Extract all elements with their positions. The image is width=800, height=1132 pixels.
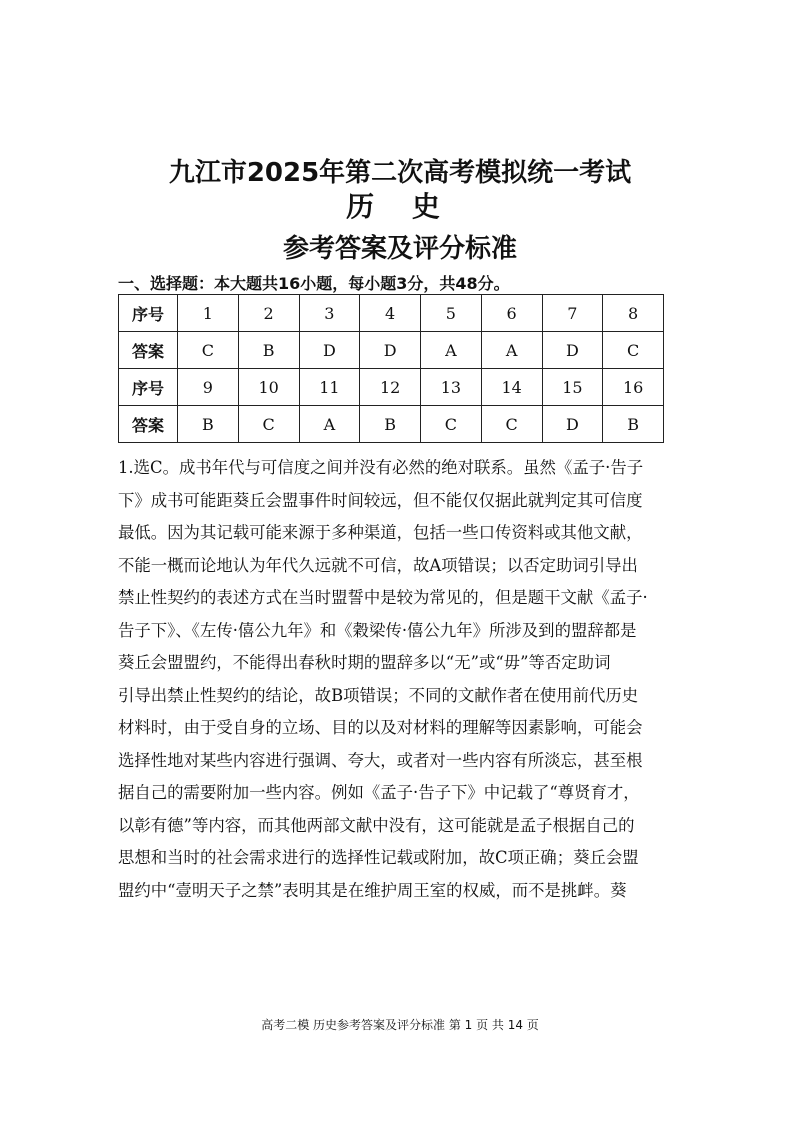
answer-cell: B [178, 406, 239, 443]
explanation-line: 下》成书可能距葵丘会盟事件时间较远，但不能仅仅据此就判定其可信度 [118, 490, 643, 510]
explanation-line: 思想和当时的社会需求进行的选择性记载或附加，故C项正确；葵丘会盟 [118, 848, 639, 867]
answer-cell: B [238, 332, 299, 369]
answer-cell: D [542, 332, 603, 369]
answer-key-subtitle: 参考答案及评分标准 [282, 234, 517, 264]
explanation-line: 葵丘会盟盟约，不能得出春秋时期的盟辞多以“无”或“毋”等否定助词 [118, 653, 611, 672]
explanation-line: 引导出禁止性契约的结论，故B项错误；不同的文献作者在使用前代历史 [118, 685, 639, 705]
answer-row [119, 332, 664, 369]
number-row-label: 序号 [119, 369, 178, 406]
page-footer: 高考二模 历史参考答案及评分标准 第 1 页 共 14 页 [261, 1018, 539, 1032]
number-cell: 5 [421, 295, 482, 332]
explanation-line: 禁止性契约的表述方式在当时盟誓中是较为常见的，但是题干文献《孟子· [118, 588, 648, 607]
explanation-text [118, 452, 668, 907]
number-cell: 12 [360, 369, 421, 406]
answer-cell: A [481, 332, 542, 369]
answer-row [119, 406, 664, 443]
number-cell: 3 [299, 295, 360, 332]
number-cell: 4 [360, 295, 421, 332]
answer-cell: A [421, 332, 482, 369]
answer-cell: C [238, 406, 299, 443]
exam-title: 九江市2025年第二次高考模拟统一考试 [168, 158, 632, 188]
answer-cell: C [178, 332, 239, 369]
number-cell: 10 [238, 369, 299, 406]
number-cell: 6 [481, 295, 542, 332]
explanation-line: 盟约中“壹明天子之禁”表明其是在维护周王室的权威，而不是挑衅。葵 [118, 880, 627, 900]
explanation-line: 以彰有德”等内容，而其他两部文献中没有，这可能就是孟子根据自己的 [118, 815, 635, 835]
answer-cell: D [299, 332, 360, 369]
section-heading-multiple-choice: 一、选择题：本大题共16小题，每小题3分，共48分。 [118, 274, 510, 293]
explanation-line: 选择性地对某些内容进行强调、夸大，或者对一些内容有所淡忘，甚至根 [118, 750, 643, 770]
answer-cell: B [360, 406, 421, 443]
number-cell: 1 [178, 295, 239, 332]
answer-cell: C [481, 406, 542, 443]
number-cell: 16 [603, 369, 664, 406]
answer-cell: C [603, 332, 664, 369]
number-cell: 13 [421, 369, 482, 406]
answer-cell: C [421, 406, 482, 443]
explanation-line: 据自己的需要附加一些内容。例如《孟子·告子下》中记载了“尊贤育才， [118, 783, 640, 802]
answer-cell: A [299, 406, 360, 443]
number-row [119, 295, 664, 332]
explanation-line: 不能一概而论地认为年代久远就不可信，故A项错误；以否定助词引导出 [118, 555, 638, 575]
answer-cell: D [542, 406, 603, 443]
explanation-line: 1.选C。成书年代与可信度之间并没有必然的绝对联系。虽然《孟子·告子 [118, 458, 644, 477]
answer-cell: B [603, 406, 664, 443]
number-cell: 7 [542, 295, 603, 332]
number-cell: 15 [542, 369, 603, 406]
number-row-label: 序号 [119, 295, 178, 332]
number-cell: 11 [299, 369, 360, 406]
number-cell: 2 [238, 295, 299, 332]
explanation-line: 材料时，由于受自身的立场、目的以及对材料的理解等因素影响，可能会 [118, 718, 643, 737]
answer-row-label: 答案 [119, 406, 178, 443]
answer-table [118, 294, 664, 443]
number-cell: 9 [178, 369, 239, 406]
number-cell: 8 [603, 295, 664, 332]
number-cell: 14 [481, 369, 542, 406]
subject-title: 历 史 [346, 190, 454, 223]
explanation-line: 告子下》、《左传·僖公九年》和《穀梁传·僖公九年》所涉及到的盟辞都是 [118, 620, 637, 640]
explanation-line: 最低。因为其记载可能来源于多种渠道，包括一些口传资料或其他文献， [118, 523, 643, 542]
answer-cell: D [360, 332, 421, 369]
answer-row-label: 答案 [119, 332, 178, 369]
number-row [119, 369, 664, 406]
